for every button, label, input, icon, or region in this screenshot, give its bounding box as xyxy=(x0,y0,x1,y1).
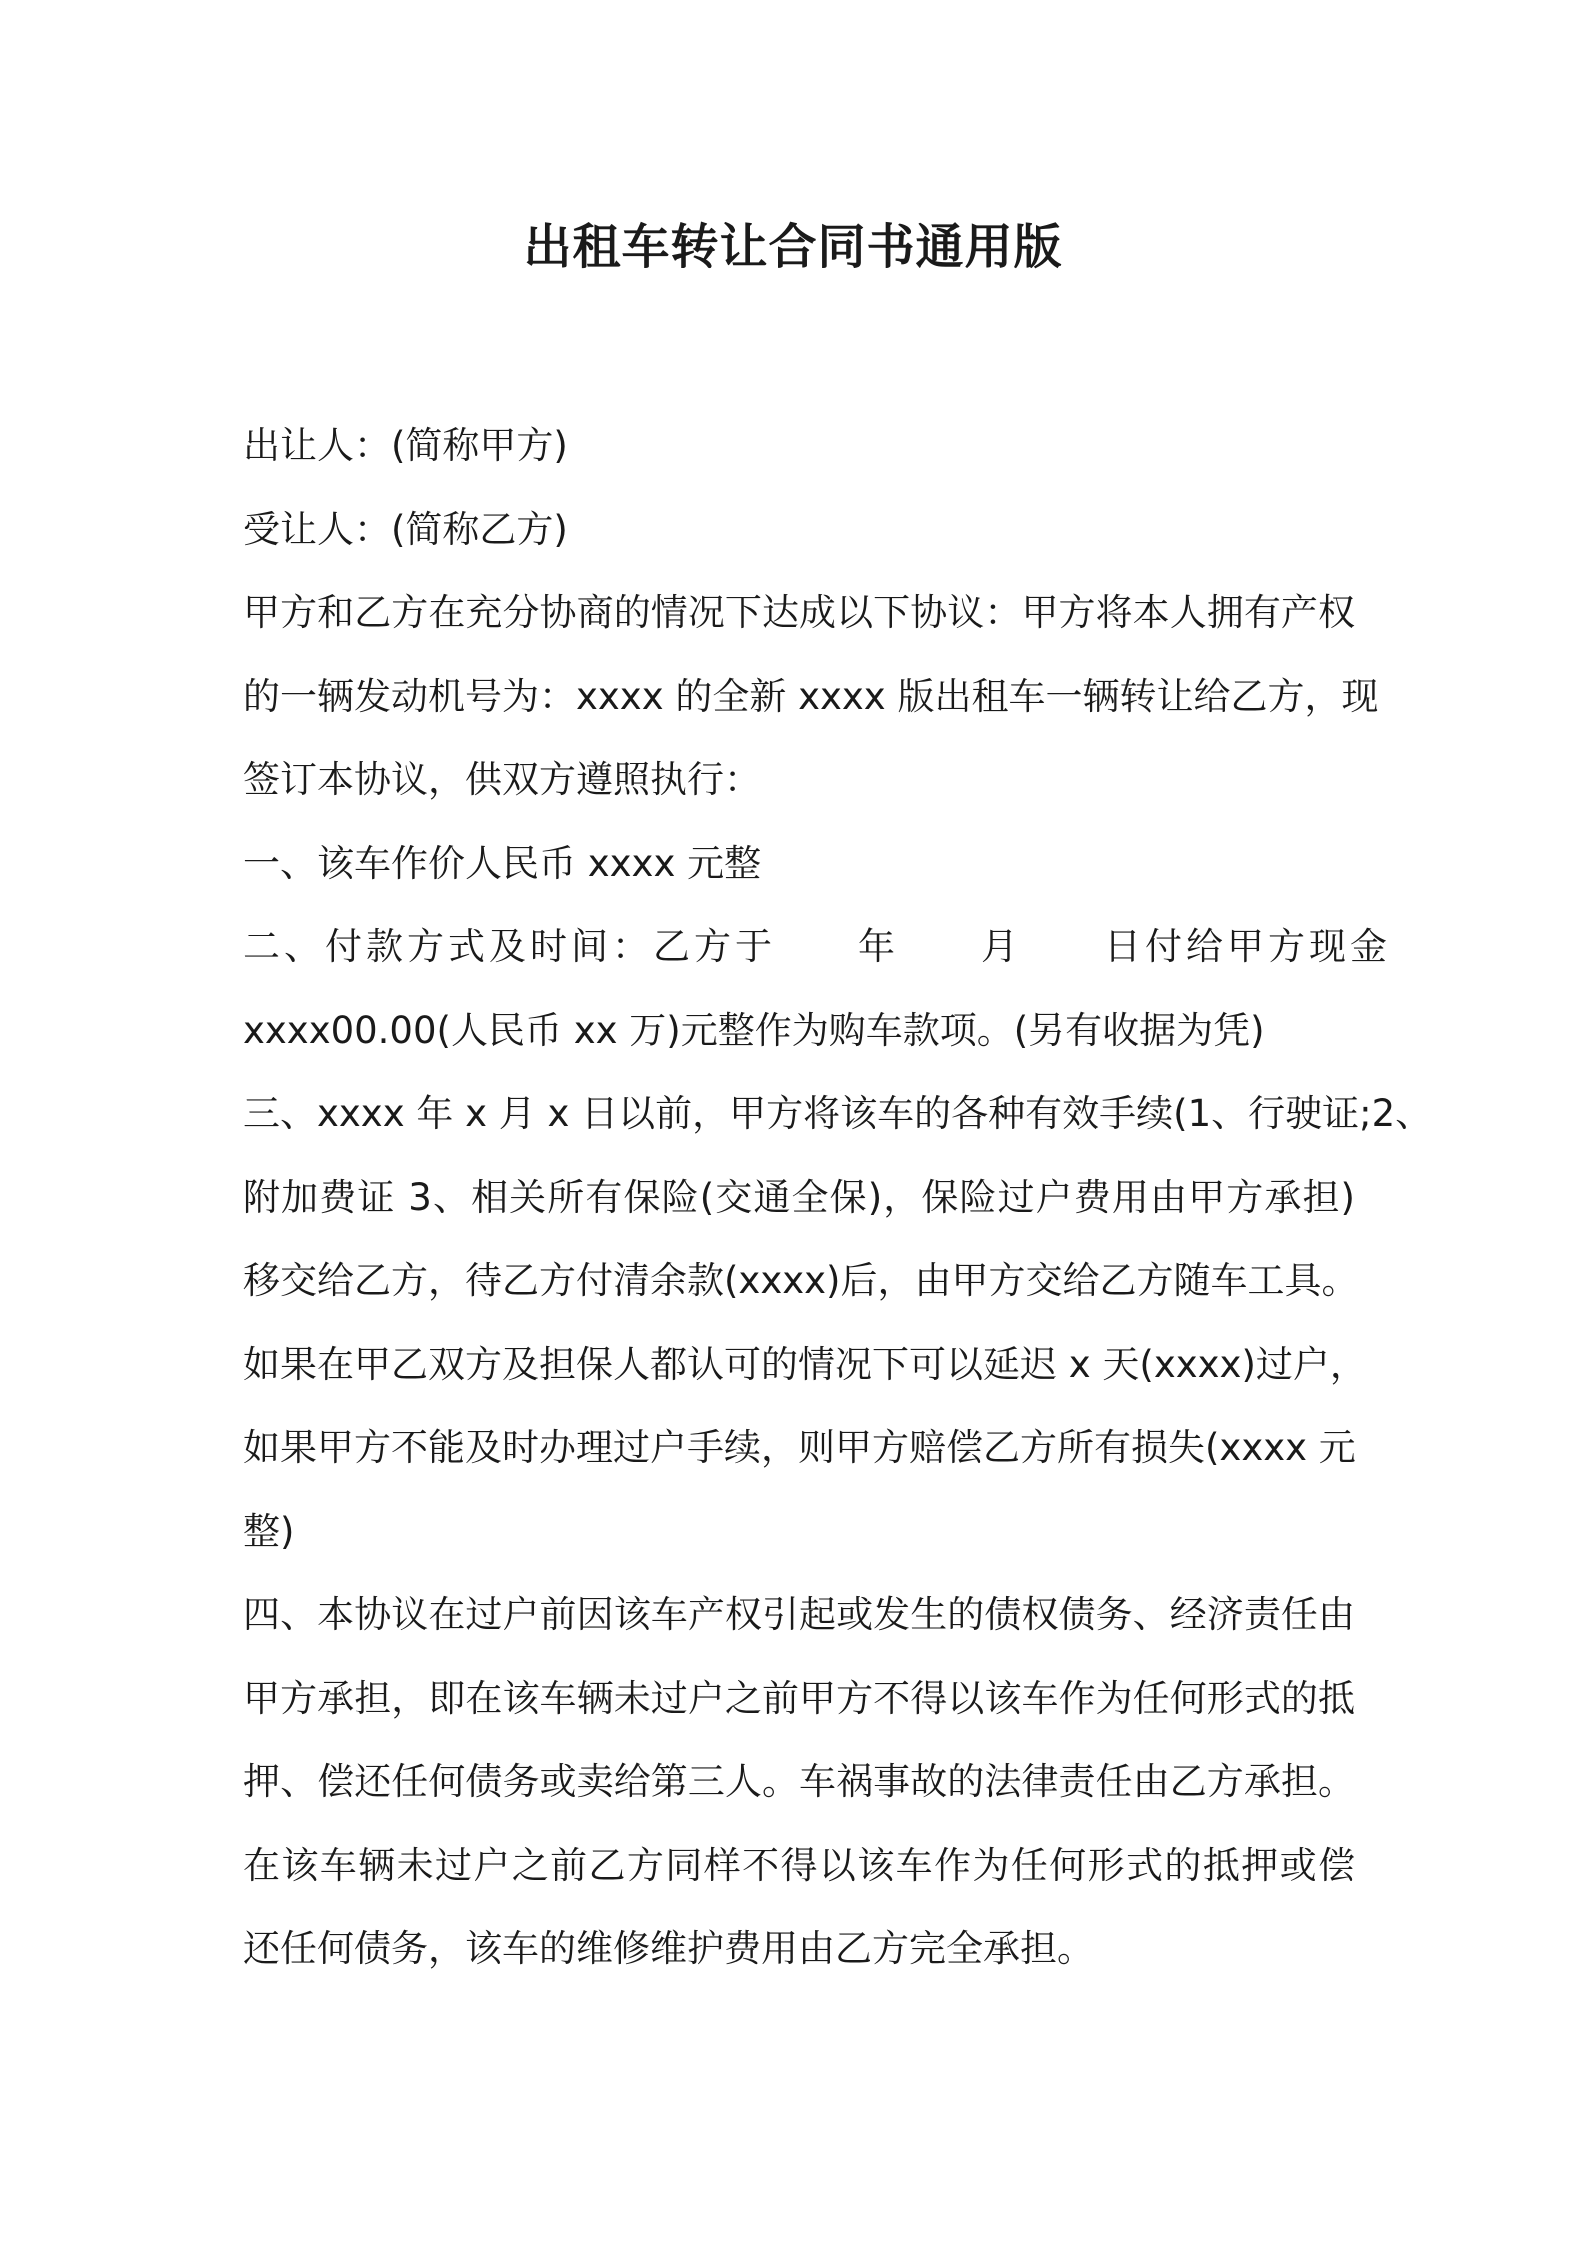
paragraph-line: 签订本协议，供双方遵照执行： xyxy=(243,758,761,801)
clause-4-line: 押、偿还任何债务或卖给第三人。车祸事故的法律责任由乙方承担。 xyxy=(243,1760,1355,1803)
clause-4-line: 甲方承担，即在该车辆未过户之前甲方不得以该车作为任何形式的抵 xyxy=(243,1676,1355,1720)
transferee-line: 受让人：(简称乙方) xyxy=(243,507,568,551)
clause-1-line: 一、该车作价人民币 xxxx 元整 xyxy=(243,841,762,885)
paragraph-line: 的一辆发动机号为：xxxx 的全新 xxxx 版出租车一辆转让给乙方，现 xyxy=(243,674,1379,718)
clause-3-line: 整) xyxy=(243,1509,295,1553)
clause-2-line: xxxx00.00(人民币 xx 万)元整作为购车款项。(另有收据为凭) xyxy=(243,1008,1265,1052)
clause-4-line: 在该车辆未过户之前乙方同样不得以该车作为任何形式的抵押或偿 xyxy=(243,1843,1355,1887)
clause-4-line: 还任何债务，该车的维修维护费用由乙方完全承担。 xyxy=(243,1927,1094,1970)
clause-3-line: 三、xxxx 年 x 月 x 日以前，甲方将该车的各种有效手续(1、行驶证;2、 xyxy=(243,1092,1433,1135)
clause-3-line: 附加费证 3、相关所有保险(交通全保)，保险过户费用由甲方承担) xyxy=(243,1175,1355,1219)
document-title: 出租车转让合同书通用版 xyxy=(523,219,1063,275)
transferor-line: 出让人：(简称甲方) xyxy=(243,424,568,467)
clause-3-line: 移交给乙方，待乙方付清余款(xxxx)后，由甲方交给乙方随车工具。 xyxy=(243,1259,1359,1302)
clause-3-line: 如果甲方不能及时办理过户手续，则甲方赔偿乙方所有损失(xxxx 元 xyxy=(243,1426,1356,1469)
clause-2-line: 二、付款方式及时间：乙方于 年 月 日付给甲方现金 xyxy=(243,925,1391,968)
clause-4-line: 四、本协议在过户前因该车产权引起或发生的债权债务、经济责任由 xyxy=(243,1593,1355,1636)
clause-3-line: 如果在甲乙双方及担保人都认可的情况下可以延迟 x 天(xxxx)过户， xyxy=(243,1342,1367,1386)
paragraph-line: 甲方和乙方在充分协商的情况下达成以下协议：甲方将本人拥有产权 xyxy=(243,591,1355,634)
document-body xyxy=(243,404,1433,1991)
